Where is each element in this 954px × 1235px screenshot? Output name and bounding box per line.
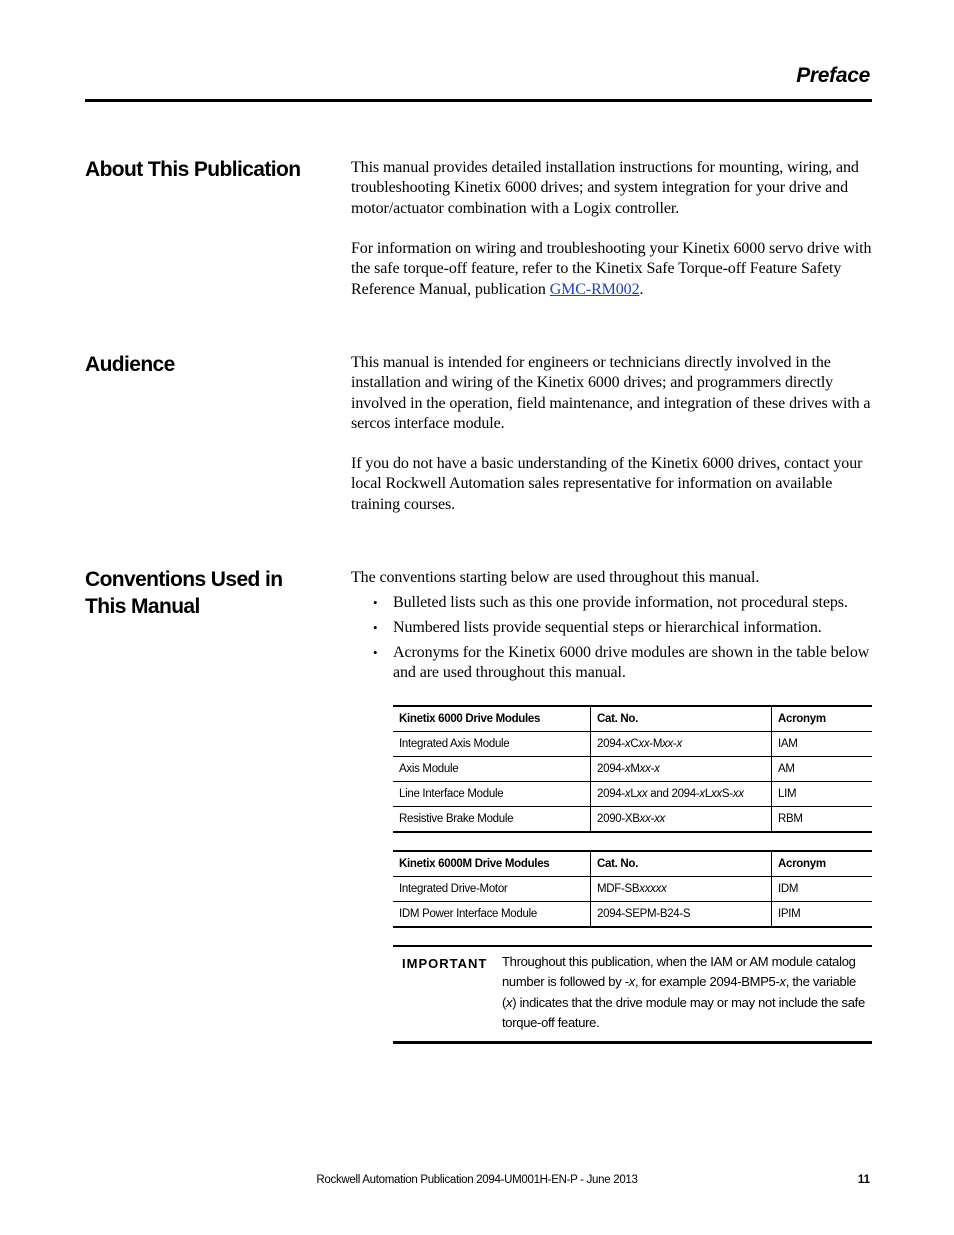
- variable-text: xx: [639, 813, 651, 825]
- module-name-cell: IDM Power Interface Module: [393, 902, 591, 928]
- bullet-item: • Acronyms for the Kinetix 6000 drive modules are shown in the table below and are used throughout this manual.: [351, 643, 873, 684]
- module-name-cell: Integrated Drive-Motor: [393, 877, 591, 902]
- table-header-cell: Acronym: [772, 851, 873, 877]
- variable-text: x: [506, 994, 513, 1010]
- table-header-cell: Kinetix 6000M Drive Modules: [393, 851, 591, 877]
- table-header-row: [393, 706, 872, 732]
- variable-text: x: [676, 738, 682, 750]
- cat-no-cell: 2094-xMxx-x: [591, 757, 772, 782]
- page-number: 11: [857, 1174, 870, 1186]
- acronym-cell: IDM: [772, 877, 873, 902]
- acronym-cell: LIM: [772, 782, 873, 807]
- variable-text: xx: [638, 738, 650, 750]
- footer-publication: Rockwell Automation Publication 2094-UM001H-EN-P - June 2013: [316, 1174, 638, 1186]
- variable-text: xx: [636, 788, 648, 800]
- variable-text: x: [624, 738, 631, 750]
- cat-no-cell: MDF-SBxxxxx: [591, 877, 772, 902]
- table-header-cell: Cat. No.: [591, 706, 772, 732]
- variable-text: x: [624, 788, 631, 800]
- bullet-item: • Bulleted lists such as this one provide information, not procedural steps.: [351, 593, 873, 613]
- cat-no-cell: 2094-xCxx-Mxx-x: [591, 732, 772, 757]
- about-paragraph-2-end: .: [639, 280, 644, 298]
- section-title-audience: Audience: [85, 353, 175, 376]
- variable-text: xx: [710, 788, 722, 800]
- variable-text: x: [779, 974, 786, 990]
- table-header-cell: Cat. No.: [591, 851, 772, 877]
- bullet-item: • Numbered lists provide sequential steps or hierarchical information.: [351, 618, 873, 638]
- kinetix-6000m-modules-table: [393, 850, 872, 928]
- table-header-cell: Acronym: [772, 706, 873, 732]
- table-header-row: [393, 851, 872, 877]
- important-label: IMPORTANT: [402, 956, 488, 971]
- audience-paragraph-1: This manual is intended for engineers or technicians directly involved in the installation and wiring of the Kinetix 6000 drives; and programmers directly involved in the operation, field maintenance, and integration of these drives with a sercos interface module.: [351, 354, 871, 432]
- acronym-cell: IPIM: [772, 902, 873, 928]
- acronym-cell: AM: [772, 757, 873, 782]
- about-paragraph-2-text: For information on wiring and troubleshooting your Kinetix 6000 servo drive with the safe torque-off feature, refer to the Kinetix Safe Torque-off Feature Safety Reference Manual, publication: [351, 240, 872, 298]
- table-row: [393, 902, 872, 928]
- variable-text: xx: [732, 788, 744, 800]
- table-row: [393, 757, 872, 782]
- table-row: [393, 732, 872, 757]
- section-title-conventions: Conventions Used in This Manual: [85, 568, 283, 618]
- module-name-cell: Integrated Axis Module: [393, 732, 591, 757]
- audience-paragraph-2: If you do not have a basic understanding of the Kinetix 6000 drives, contact your local Rockwell Automation sales representative for information on available training courses.: [351, 455, 863, 513]
- important-note: [393, 945, 872, 1044]
- table-row: [393, 877, 872, 902]
- module-name-cell: Line Interface Module: [393, 782, 591, 807]
- variable-text: xxxxx: [639, 883, 667, 895]
- variable-text: xx: [639, 763, 651, 775]
- cat-no-cell: 2090-XBxx-xx: [591, 807, 772, 833]
- variable-text: xx: [654, 813, 665, 825]
- table-row: [393, 782, 872, 807]
- gmc-rm002-link[interactable]: GMC-RM002: [549, 280, 640, 298]
- important-text: Throughout this publication, when the IAM or AM module catalog number is followed by -x, for example 2094-BMP5-x, the variable (x) indicates that the drive module may or may not include the safe torque-off feature.: [502, 954, 865, 1030]
- page-header-title: Preface: [796, 64, 870, 87]
- about-paragraph-2: [351, 239, 873, 300]
- table-row: [393, 807, 872, 833]
- module-name-cell: Resistive Brake Module: [393, 807, 591, 833]
- cat-no-cell: 2094-xLxx and 2094-xLxxS-xx: [591, 782, 772, 807]
- variable-text: x: [699, 788, 705, 800]
- about-paragraph-1: This manual provides detailed installation instructions for mounting, wiring, and troubleshooting Kinetix 6000 drives; and system integration for your drive and motor/actuator combination with a Logix controller.: [351, 159, 859, 217]
- conventions-intro: The conventions starting below are used throughout this manual.: [351, 569, 760, 586]
- module-name-cell: Axis Module: [393, 757, 591, 782]
- conventions-bullet-list: [351, 593, 873, 688]
- kinetix-6000-modules-table: [393, 705, 872, 833]
- acronym-cell: RBM: [772, 807, 873, 833]
- cat-no-cell: 2094-SEPM-B24-S: [591, 902, 772, 928]
- variable-text: x: [624, 763, 631, 775]
- variable-text: xx: [662, 738, 674, 750]
- header-rule: [85, 99, 872, 102]
- variable-text: x: [654, 763, 660, 775]
- section-title-about: About This Publication: [85, 158, 301, 181]
- acronym-cell: IAM: [772, 732, 873, 757]
- table-header-cell: Kinetix 6000 Drive Modules: [393, 706, 591, 732]
- variable-text: x: [628, 974, 635, 990]
